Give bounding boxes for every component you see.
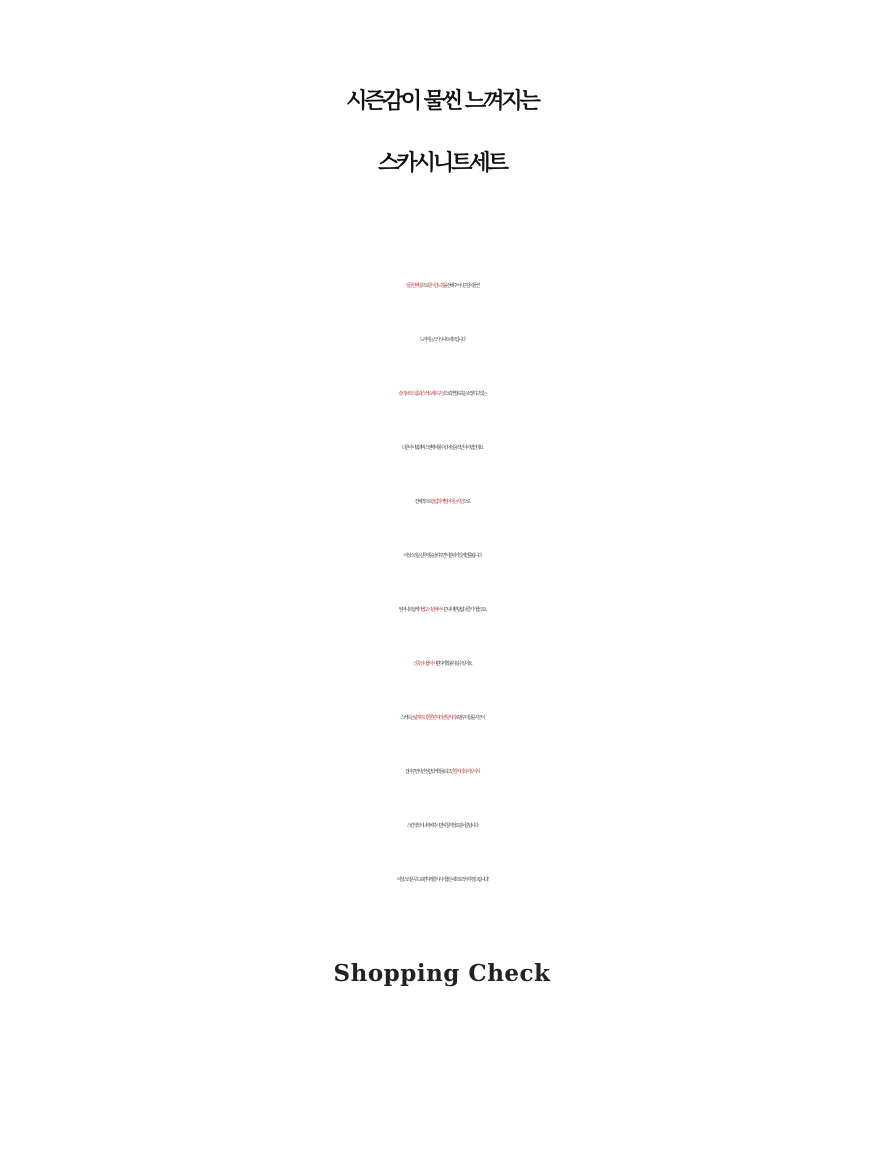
shopping-check-line-2 — [0, 1038, 884, 1062]
body-text: 다른 아이템과 믹스앤 매치할 수 있어 실용적인 아이템인데요 — [401, 445, 483, 451]
body-text: 스커트는 — [400, 715, 413, 721]
shopping-check-title: Shopping Check — [333, 960, 551, 987]
highlight-text: 쿨~한 느낌 — [427, 283, 444, 289]
description-line-7 — [0, 592, 884, 628]
highlight-text: 안감처리 되어 있어서 — [450, 769, 480, 775]
description-line-1 — [0, 268, 884, 304]
body-text: 으로 — [462, 499, 470, 505]
highlight-text: 슬리브리스톱과 스커트 세트 구성 — [398, 391, 444, 397]
description-line-5 — [0, 484, 884, 520]
shopping-check-line-1 — [0, 1004, 884, 1028]
body-text: 으로 — [421, 283, 428, 289]
body-text: 편하게 착용 하실 수 있어요 — [435, 661, 472, 667]
body-text: 느껴지는 스카시니트세트 입니다 — [419, 337, 465, 343]
body-text: 썸머니트답게 — [398, 607, 418, 613]
shopping-check-line-3 — [0, 1070, 884, 1094]
description-line-10 — [0, 754, 884, 790]
body-text: 전체적으로 — [414, 499, 431, 505]
description-line-2 — [0, 322, 884, 358]
headline-line-1: 시즌감이 물씬 느껴지는 — [346, 89, 538, 114]
highlight-text: 가볍고 시원해서 — [417, 607, 441, 613]
highlight-text: 성글한 짜임 — [405, 283, 422, 289]
body-text: 잡아주면서 안정감있게 착용되고 — [404, 769, 451, 775]
highlight-text: 신축성이 좋아서 — [412, 661, 436, 667]
description-line-6 — [0, 538, 884, 574]
description-line-4 — [0, 430, 884, 466]
body-text: 여성스러운 실루엣을 살려주면서 분위기있게 연출됩니다 — [403, 553, 481, 559]
body-text: 스킨색의 이너 매치하시면 비침걱정도 덜어준답니다 — [406, 823, 478, 829]
description-line-9 — [0, 700, 884, 736]
body-text: 여성스러운 무드로 편하게 즐기시기 좋은 세트로 적극 추천드립니다! — [396, 877, 488, 883]
description-line-12 — [0, 862, 884, 898]
body-text: 로 옆구리살을 지긋이 — [454, 715, 484, 721]
headline-line-2: 스카시니트세트 — [378, 151, 506, 176]
description-line-8 — [0, 646, 884, 682]
body-text: 으로 한벌로 혹은 소장하고 있는 — [443, 391, 486, 397]
description-line-11 — [0, 808, 884, 844]
description-line-3 — [0, 376, 884, 412]
body-text: 을 전해주어 시즌감이 물씬 — [443, 283, 479, 289]
highlight-text: 넓직하고 쫀쫀한 허리밴딩처리 — [412, 715, 455, 721]
highlight-text: 슬림하게 떨어지는 라인 — [430, 499, 463, 505]
body-text: 시즌내내 부담없이 즐기기 좋고요 — [440, 607, 486, 613]
